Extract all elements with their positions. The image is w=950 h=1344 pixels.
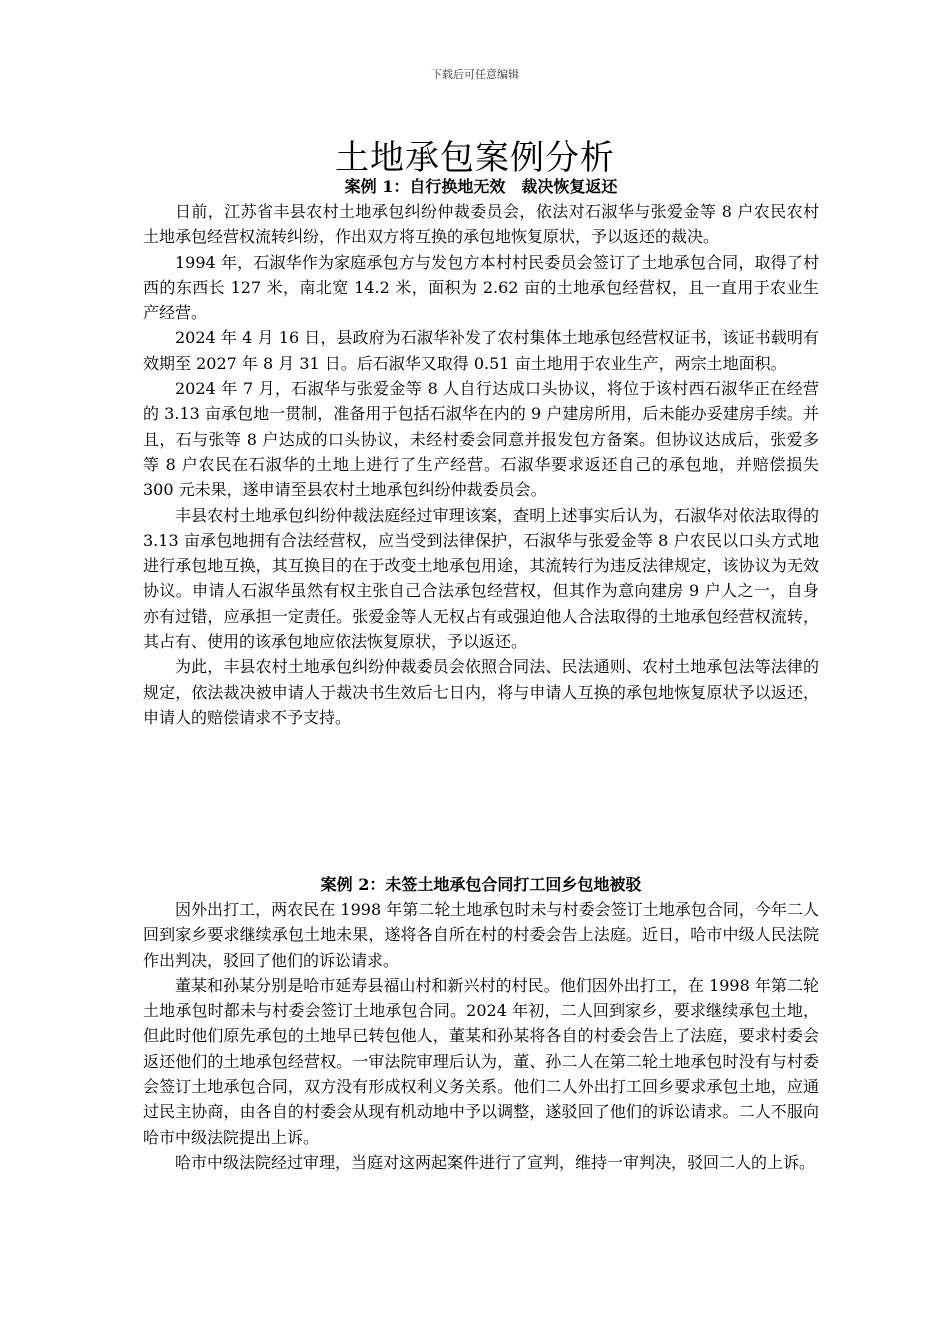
case-1-paragraph: 为此，丰县农村土地承包纠纷仲裁委员会依照合同法、民法通则、农村土地承包法等法律的规定，依法裁决被申请人于裁决书生效后七日内，将与申请人互换的承包地恢复原状予以返还，申请人的赔偿请求不予支持。 [143, 657, 819, 727]
case-2-section [143, 872, 819, 1175]
header-note: 下载后可任意编辑 [431, 68, 519, 81]
case-2-paragraph: 哈市中级法院经过审理，当庭对这两起案件进行了宣判，维持一审判决，驳回二人的上诉。 [175, 1152, 816, 1172]
case-2-paragraph: 因外出打工，两农民在 1998 年第二轮土地承包时未与村委会签订土地承包合同，今年二人回到家乡要求继续承包土地未果，遂将各自所在村的村委会告上法庭。近日，哈市中级人民法院作出判决，驳回了他们的诉讼请求。 [143, 900, 819, 970]
case-1-paragraph: 1994 年，石淑华作为家庭承包方与发包方本村村民委员会签订了土地承包合同，取得了村西的东西长 127 米，南北宽 14.2 米，面积为 2.62 亩的土地承包经营权，且一直用于农业生产经营。 [143, 252, 819, 323]
case-1-section [143, 174, 819, 730]
document-title: 土地承包案例分析 [335, 138, 615, 178]
case-2-paragraph: 董某和孙某分别是哈市延寿县福山村和新兴村的村民。他们因外出打工，在 1998 年第二轮土地承包时都未与村委会签订土地承包合同。2024 年初，二人回到家乡，要求继续承包土地，但此时他们原先承包的土地早已转包他人，董某和孙某将各自的村委会告上了法庭，要求村委会返还他们的土地承包经营权。一审法院审理后认为，董、孙二人在第二轮土地承包时没有与村委会签订土地承包合同，双方没有形成权利义务关系。他们二人外出打工回乡要求承包土地，应通过民主协商，由各自的村委会从现有机动地中予以调整，遂驳回了他们的诉讼请求。二人不服向哈市中级法院提出上诉。 [143, 975, 819, 1147]
case-1-paragraph: 2024 年 7 月，石淑华与张爱金等 8 人自行达成口头协议，将位于该村西石淑华正在经营的 3.13 亩承包地一贯制，准备用于包括石淑华在内的 9 户建房所用，后未能办妥建房手续。并且，石与张等 8 户达成的口头协议，未经村委会同意并报发包方备案。但协议达成后，张爱多等 8 户农民在石淑华的土地上进行了生产经营。石淑华要求返还自己的承包地，并赔偿损失 300 元未果，遂申请至县农村土地承包纠纷仲裁委员会。 [143, 379, 819, 500]
case-1-paragraph: 丰县农村土地承包纠纷仲裁法庭经过审理该案，查明上述事实后认为，石淑华对依法取得的 3.13 亩承包地拥有合法经营权，应当受到法律保护，石淑华与张爱金等 8 户农民以口头方式地进行承包地互换，其互换目的在于改变土地承包用途，其流转行为违反法律规定，该协议为无效协议。申请人石淑华虽然有权主张自己合法承包经营权，但其作为意向建房 9 户人之一，自身亦有过错，应承担一定责任。张爱金等人无权占有或强迫他人合法取得的土地承包经营权流转，其占有、使用的该承包地应依法恢复原状，予以返还。 [143, 505, 819, 652]
case-2-heading: 案例 2：未签土地承包合同打工回乡包地被驳 [320, 875, 642, 894]
case-1-paragraph: 2024 年 4 月 16 日，县政府为石淑华补发了农村集体土地承包经营权证书，该证书载明有效期至 2027 年 8 月 31 日。后石淑华又取得 0.51 亩土地用于农业生产，两宗土地面积。 [143, 328, 819, 373]
case-1-paragraph: 日前，江苏省丰县农村土地承包纠纷仲裁委员会，依法对石淑华与张爱金等 8 户农民农村土地承包经营权流转纠纷，作出双方将互换的承包地恢复原状，予以返还的裁决。 [143, 202, 819, 247]
case-1-heading: 案例 1：自行换地无效 裁决恢复返还 [344, 177, 618, 196]
